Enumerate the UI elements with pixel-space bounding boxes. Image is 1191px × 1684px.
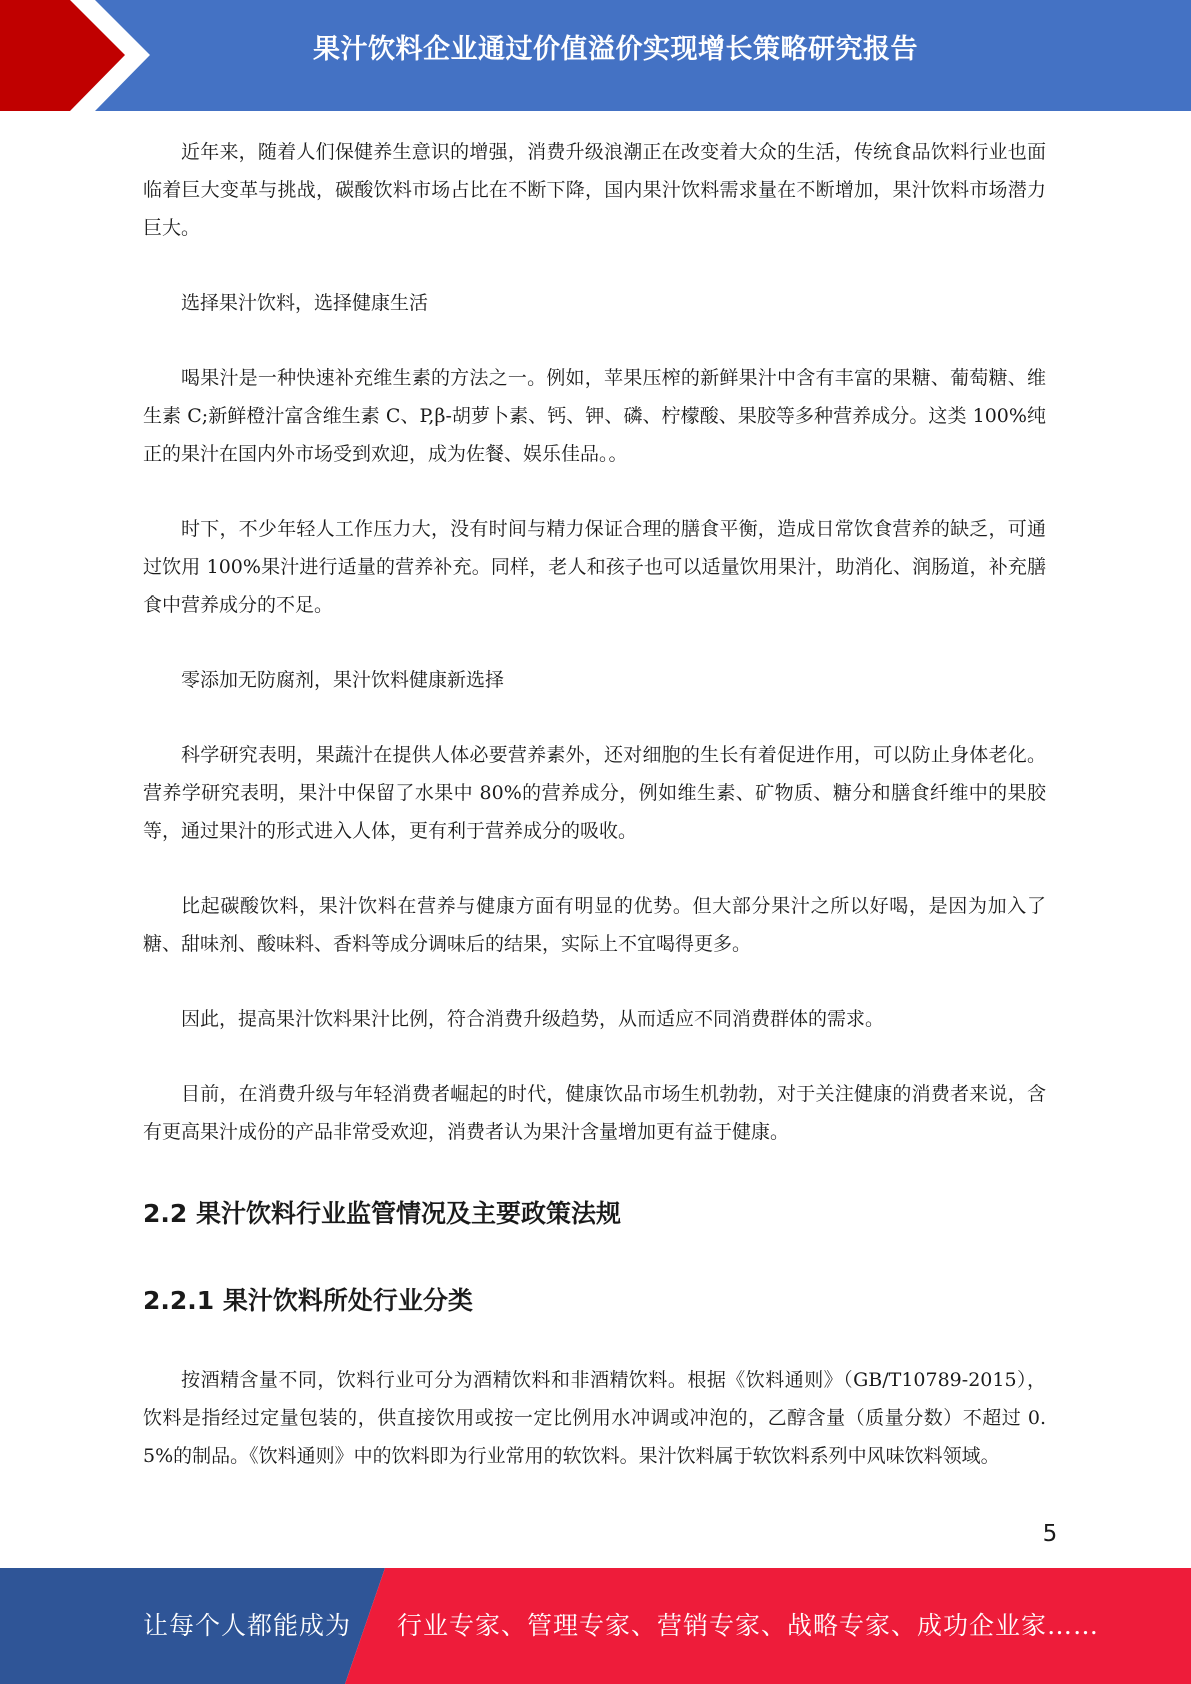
paragraph: 目前，在消费升级与年轻消费者崛起的时代，健康饮品市场生机勃勃，对于关注健康的消费者来说，含有更高果汁成份的产品非常受欢迎，消费者认为果汁含量增加更有益于健康。 [143,1083,1046,1143]
paragraph: 近年来，随着人们保健养生意识的增强，消费升级浪潮正在改变着大众的生活，传统食品饮料行业也面临着巨大变革与挑战，碳酸饮料市场占比在不断下降，国内果汁饮料需求量在不断增加，果汁饮料市场潜力巨大。 [143,141,1046,239]
paragraph: 喝果汁是一种快速补充维生素的方法之一。例如，苹果压榨的新鲜果汁中含有丰富的果糖、葡萄糖、维生素 C;新鲜橙汁富含维生素 C、P,β-胡萝卜素、钙、钾、磷、柠檬酸、果胶等多种营养成分。这类 100%纯正的果汁在国内外市场受到欢迎，成为佐餐、娱乐佳品。。 [143,367,1046,465]
report-title: 果汁饮料企业通过价值溢价实现增长策略研究报告 [313,34,918,65]
page-content [143,133,1046,1475]
subtitle-paragraph: 选择果汁饮料，选择健康生活 [181,292,429,314]
paragraph: 按酒精含量不同，饮料行业可分为酒精饮料和非酒精饮料。根据《饮料通则》（GB/T10789-2015），饮料是指经过定量包装的，供直接饮用或按一定比例用水冲调或冲泡的，乙醇含量（质量分数）不超过 0.5%的制品。《饮料通则》中的饮料即为行业常用的软饮料。果汁饮料属于软饮料系列中风味饮料领域。 [143,1369,1046,1467]
page-number: 5 [1042,1521,1058,1547]
header-flag-icon [0,0,150,111]
page-footer [0,1568,1191,1684]
paragraph: 时下，不少年轻人工作压力大，没有时间与精力保证合理的膳食平衡，造成日常饮食营养的缺乏，可通过饮用 100%果汁进行适量的营养补充。同样，老人和孩子也可以适量饮用果汁，助消化、润肠道，补充膳食中营养成分的不足。 [143,518,1046,616]
subsection-heading: 2.2.1 果汁饮料所处行业分类 [143,1286,473,1315]
footer-slogan-left: 让每个人都能成为 [143,1611,352,1640]
subtitle-paragraph: 零添加无防腐剂，果汁饮料健康新选择 [181,669,505,691]
footer-slogan-right: 行业专家、管理专家、营销专家、战略专家、成功企业家…… [397,1611,1100,1640]
paragraph: 科学研究表明，果蔬汁在提供人体必要营养素外，还对细胞的生长有着促进作用，可以防止身体老化。营养学研究表明，果汁中保留了水果中 80%的营养成分，例如维生素、矿物质、糖分和膳食纤维中的果胶等，通过果汁的形式进入人体，更有利于营养成分的吸收。 [143,744,1046,842]
paragraph: 比起碳酸饮料，果汁饮料在营养与健康方面有明显的优势。但大部分果汁之所以好喝，是因为加入了糖、甜味剂、酸味料、香料等成分调味后的结果，实际上不宜喝得更多。 [143,895,1046,955]
paragraph: 因此，提高果汁饮料果汁比例，符合消费升级趋势，从而适应不同消费群体的需求。 [181,1008,885,1030]
page-header [0,0,1191,111]
section-heading: 2.2 果汁饮料行业监管情况及主要政策法规 [143,1199,621,1228]
